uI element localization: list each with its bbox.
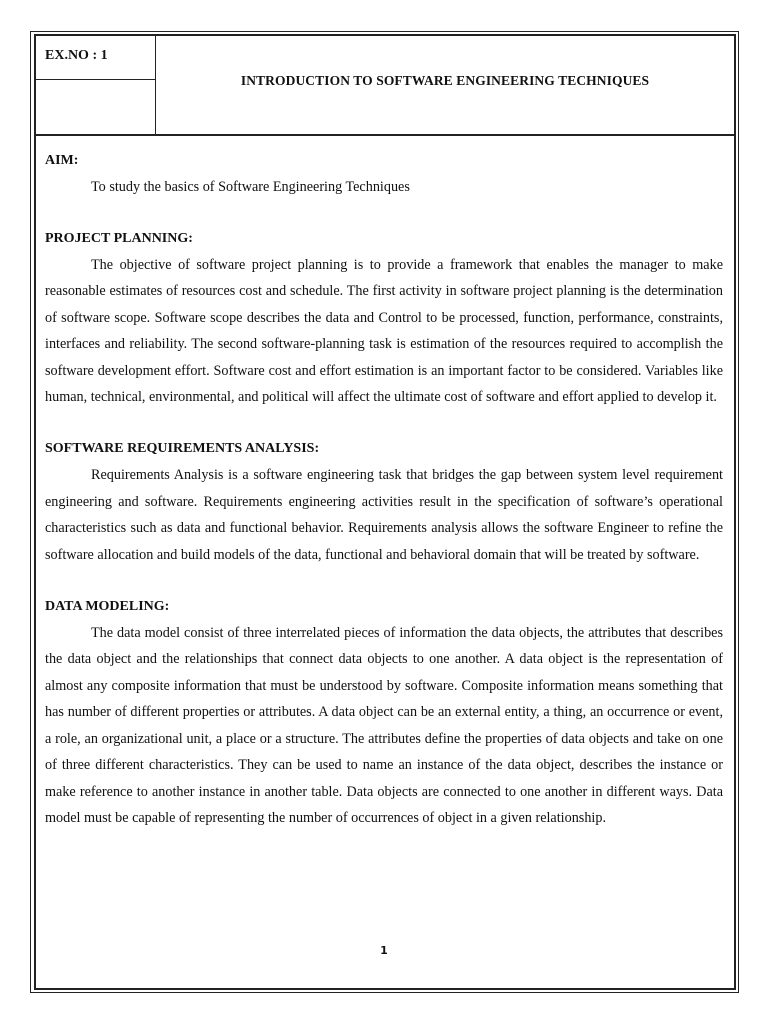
document-title: INTRODUCTION TO SOFTWARE ENGINEERING TECHNIQUES [240, 73, 650, 88]
aim-section [45, 148, 723, 200]
header-table [36, 36, 734, 136]
exercise-number-cell [36, 36, 156, 80]
requirements-analysis-section [45, 436, 723, 568]
data-modeling-text: The data model consist of three interrelated pieces of information the data objects, the attributes that describes the data object and the relationships that connect data objects to one another. A data object is the representation of almost any composite information that must be understood by software. Composite information means something that has number of different properties or attributes. A data object can be an external entity, a thing, an occurrence or event, a role, an organizational unit, a place or a structure. The attributes define the properties of data objects and take on one of three different characteristics. They can be used to name an instance of the data object, describes the instance or make reference to another instance in another table. Data objects are connected to one another in different ways. Data model must be capable of representing the number of occurrences of object in a given relationship. [45, 625, 723, 826]
requirements-analysis-text: Requirements Analysis is a software engineering task that bridges the gap between system level requirement engineering and software. Requirements engineering activities result in the specification of software’s operational characteristics such as data and functional behavior. Requirements analysis allows the software Engineer to refine the software allocation and build models of the data, functional and behavioral domain that will be treated by software. [45, 467, 723, 563]
project-planning-section [45, 226, 723, 410]
data-modeling-section [45, 594, 723, 831]
requirements-analysis-heading: SOFTWARE REQUIREMENTS ANALYSIS: [45, 441, 320, 457]
project-planning-text: The objective of software project planning is to provide a framework that enables the manager to make reasonable estimates of resources cost and schedule. The first activity in software project planning is the determination of software scope. Software scope describes the data and Control to be processed, function, performance, constraints, interfaces and reliability. The second software-planning task is estimation of the resources required to accomplish the software development effort. Software cost and effort estimation is an important factor to be considered. Variables like human, technical, environmental, and political will affect the ultimate cost of software and effort applied to develop it. [45, 257, 723, 406]
exercise-blank-cell [36, 80, 156, 136]
document-body [45, 148, 723, 831]
project-planning-heading: PROJECT PLANNING: [45, 231, 193, 246]
exercise-number: EX.NO : 1 [45, 48, 108, 63]
aim-text: To study the basics of Software Engineering Techniques [91, 179, 410, 195]
aim-heading: AIM: [45, 153, 79, 168]
page-number: 1 [380, 944, 388, 957]
data-modeling-heading: DATA MODELING: [45, 599, 170, 615]
